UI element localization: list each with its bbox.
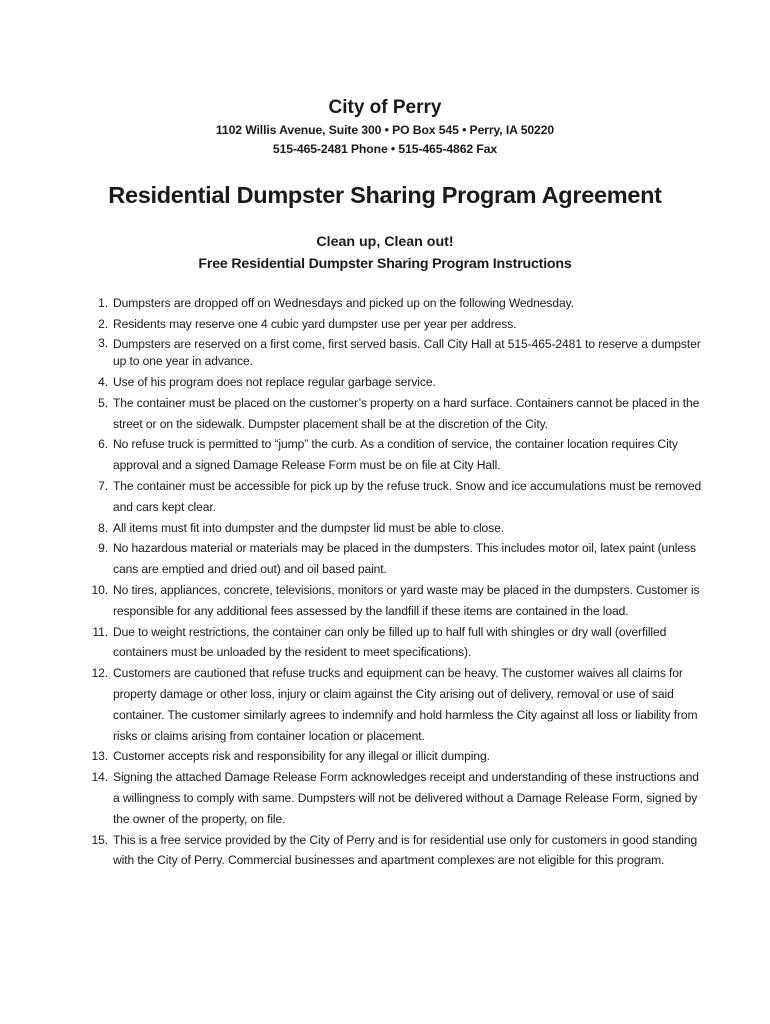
item-number: 11.: [92, 624, 108, 639]
list-item: [82, 663, 707, 746]
item-number: 4.: [98, 375, 108, 389]
item-number: 10.: [91, 582, 108, 597]
instructions-header: [0, 231, 770, 275]
list-item: [82, 335, 707, 372]
list-item: [82, 293, 707, 314]
item-number: 13.: [91, 749, 108, 764]
instructions-list: [82, 293, 707, 871]
item-number: 8.: [98, 520, 108, 535]
item-number: 2.: [98, 316, 108, 331]
list-item: [82, 372, 707, 393]
item-number: 12.: [91, 666, 108, 681]
item-text: Signing the attached Damage Release Form acknowledges receipt and understanding of these instructions and a willingness to comply with same. Dumpsters will not be delivered without a Damage Release Form, signed by the owner of the property, on file.: [113, 770, 699, 826]
list-item: [82, 746, 707, 767]
list-item: [82, 830, 707, 872]
item-text: The container must be accessible for pick up by the refuse truck. Snow and ice accumulations must be removed and cars kept clear.: [113, 478, 702, 514]
list-item: [82, 538, 707, 580]
item-number: 1.: [98, 296, 108, 310]
item-number: 5.: [98, 395, 108, 410]
list-item: [82, 314, 707, 335]
item-text: The container must be placed on the customer’s property on a hard surface. Containers cannot be placed in the street or on the sidewalk. Dumpster placement shall be at the discretion of the City.: [113, 395, 700, 431]
list-item: [82, 622, 707, 664]
item-number: 9.: [98, 541, 108, 556]
list-item: [82, 518, 707, 539]
item-text: Customers are cautioned that refuse trucks and equipment can be heavy. The customer waives all claims for property damage or other loss, injury or claim against the City arising out of delivery, removal or use of said container. The customer similarly agrees to indemnify and hold harmless the City against all loss or liability from risks or claims arising from container location or placement.: [113, 666, 698, 743]
item-text: Dumpsters are dropped off on Wednesdays and picked up on the following Wednesday.: [113, 296, 574, 310]
city-name: City of Perry: [328, 97, 442, 118]
item-text: Due to weight restrictions, the container can only be filled up to half full with shingles or dry wall (overfilled containers must be unloaded by the resident to meet specifications).: [113, 624, 667, 660]
item-text: No tires, appliances, concrete, televisions, monitors or yard waste may be placed in the dumpsters. Customer is responsible for any additional fees assessed by the landfill if these items are contained in the load.: [113, 582, 700, 618]
tagline: Clean up, Clean out!: [316, 234, 454, 250]
list-item: [82, 767, 707, 829]
contact-line: 515-465-2481 Phone • 515-465-4862 Fax: [272, 142, 498, 156]
item-text: Residents may reserve one 4 cubic yard dumpster use per year per address.: [113, 316, 517, 331]
item-number: 14.: [91, 770, 108, 785]
item-text: All items must fit into dumpster and the dumpster lid must be able to close.: [113, 520, 505, 535]
list-item: [82, 434, 707, 476]
item-text: Dumpsters are reserved on a first come, first served basis. Call City Hall at 515-465-2481 to reserve a dumpster up to one year in advance.: [113, 336, 701, 368]
list-item: [82, 393, 707, 435]
item-number: 3.: [98, 335, 108, 350]
item-text: No hazardous material or materials may be placed in the dumpsters. This includes motor oil, latex paint (unless cans are emptied and dried out) and oil based paint.: [113, 541, 696, 577]
list-item: [82, 580, 707, 622]
item-number: 7.: [98, 478, 108, 493]
document-title: Residential Dumpster Sharing Program Agreement: [108, 182, 662, 208]
letterhead: [0, 95, 770, 159]
instructions-title: Free Residential Dumpster Sharing Program Instructions: [198, 256, 572, 272]
item-number: 6.: [98, 437, 108, 452]
item-text: Customer accepts risk and responsibility for any illegal or illicit dumping.: [113, 749, 490, 764]
list-item: [82, 476, 707, 518]
item-number: 15.: [91, 832, 108, 847]
item-text: Use of his program does not replace regular garbage service.: [113, 375, 436, 389]
item-text: This is a free service provided by the City of Perry and is for residential use only for customers in good standing with the City of Perry. Commercial businesses and apartment complexes are not eligible for this program.: [113, 832, 698, 868]
item-text: No refuse truck is permitted to “jump” the curb. As a condition of service, the container location requires City approval and a signed Damage Release Form must be on file at City Hall.: [113, 437, 678, 473]
address-line: 1102 Willis Avenue, Suite 300 • PO Box 545 • Perry, IA 50220: [215, 123, 555, 137]
